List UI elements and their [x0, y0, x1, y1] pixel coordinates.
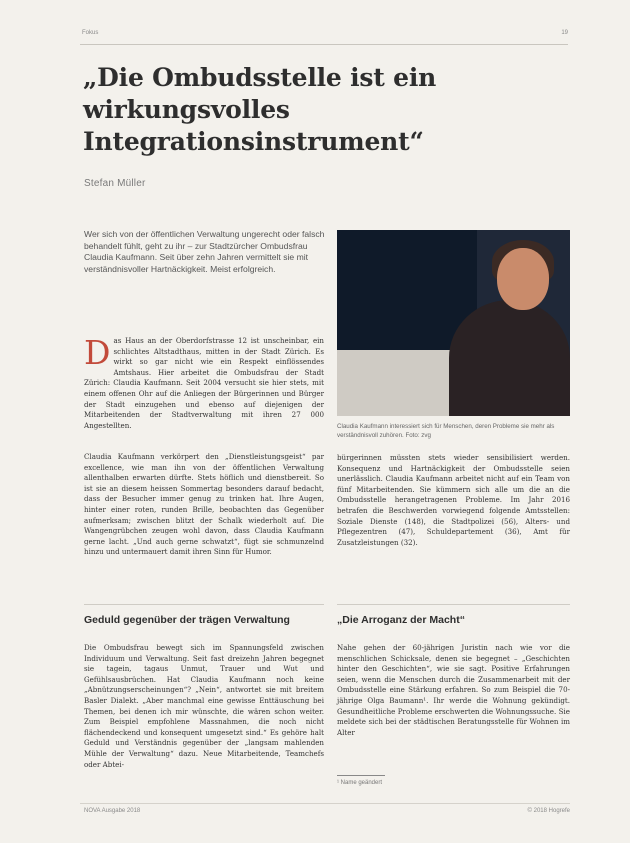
section-divider-left [84, 604, 324, 605]
section-divider-right [337, 604, 570, 605]
article-lead: Wer sich von der öffentlichen Verwaltung ungerecht oder falsch behandelt fühlt, geht zu ihr – zur Stadtzürcher Ombudsfrau Claudia Kaufmann. Seit über zehn Jahren vermittelt sie mit verständnisvoller Hartnäckigkeit. Meist erfolgreich. [84, 229, 325, 274]
intro-text: as Haus an der Oberdorfstrasse 12 ist unscheinbar, ein schlichtes Altstadthaus, mitten in der Stadt Zürich. Es wirkt so gar nicht wie ein Respekt einflössendes Amtshaus. Hier arbeitet die Ombudsfrau der Stadt Zürich: Claudia Kaufmann. Seit 2004 versucht sie hier stets, mit einem offenen Ohr auf die Anliegen der Bürgerinnen und Bürger der Stadt einzugehen und ebenso auf diejenigen der Mitarbeitenden der Stadtverwaltung mit ihren 27 000 Angestellten. [84, 336, 324, 430]
article-title: „Die Ombudsstelle ist ein wirkungsvolles Integrationsinstrument“ [83, 63, 437, 156]
section-heading-right: „Die Arroganz der Macht“ [337, 614, 465, 626]
running-header-left: Fokus [82, 30, 99, 36]
footer-copyright: © 2018 Hogrefe [527, 808, 570, 814]
section-heading-left: Geduld gegenüber der trägen Verwaltung [84, 614, 290, 626]
footnote: ¹ Name geändert [337, 780, 383, 786]
page-number: 19 [561, 30, 568, 36]
photo-person-face [497, 248, 549, 310]
footer-publication: NOVA Ausgabe 2018 [84, 808, 141, 814]
photo-caption: Claudia Kaufmann interessiert sich für Menschen, deren Probleme sie mehr als verständnisvoll zuhören. Foto: zvg [337, 423, 555, 439]
body-paragraph-col3: Die Ombudsfrau bewegt sich im Spannungsfeld zwischen Individuum und Verwaltung. Seit fast dreizehn Jahren begegnet sie tagein, tagaus Unmut, Trauer und Wut und Gefühlsausbrüchen. Hat Claudia Kaufmann noch keine „Abnützungserscheinungen“? „Nein“, antwortet sie mit breitem Basler Dialekt. „Aber manchmal eine gewisse Enttäuschung bei Themen, bei denen ich mir wünschte, die wären schon weiter. Zum Beispiel empfohlene Massnahmen, die noch nicht flächendeckend und konsequent umgesetzt sind.“ Es gehöre halt Geduld und Verständnis gegenüber der „langsam mahlenden Mühle der Verwaltung“ dazu. Neue Mitarbeitende, Teamchefs oder Abtei- [84, 643, 324, 769]
header-divider [80, 44, 568, 45]
article-author: Stefan Müller [84, 178, 146, 189]
body-paragraph-col4: Nahe gehen der 60-jährigen Juristin nach wie vor die menschlichen Schicksale, denen sie begegnet – „Geschichten hinter den Geschichten“, wie sie sagt. Positive Erfahrungen seien, wenn die Menschen durch die Zusammenarbeit mit der Ombudsstelle eine Stärkung erfahren. So zum Beispiel die 70-jährige Olga Baumann¹. Ihr werde die Wohnung gekündigt. Gesundheitliche Probleme erschwerten die Wohnungssuche. Sie meldete sich bei der städtischen Beratungsstelle für Wohnen im Alter [337, 643, 570, 737]
body-paragraph-col2: bürgerinnen müssten stets wieder sensibilisiert werden. Konsequenz und Hartnäckigkeit der Ombudsstelle seien unerlässlich. Claudia Kaufmann arbeitet nicht auf ein Team von fünf Mitarbeitenden. Sie kümmern sich alle um die an die Ombudsstelle herangetragenen Probleme. Im Jahr 2016 betrafen die Beschwerden vorwiegend folgende Amtsstellen: Soziale Dienste (148), die Stadtpolizei (56), Alters- und Pflegezentren (47), Schuldepartement (36), Amt für Zusatzleistungen (32). [337, 453, 570, 547]
body-paragraph-col1: Claudia Kaufmann verkörpert den „Dienstleistungsgeist“ par excellence, wie man ihn von der öffentlichen Verwaltung allenthalben erwarten dürfte. Stets höflich und dienstbereit. So ist sie an diesem heissen Sommertag besonders darauf bedacht, dass der Besucher immer genug zu trinken hat. Ihre Augen, hinter einer roten, runden Brille, beobachten das Gegenüber aufmerksam; zwischen blitzt der Schalk wiederholt auf. Die Wangengrübchen zeugen wohl davon, dass Claudia Kaufmann gerne lacht. „Und auch gerne schwatzt“, fügt sie schmunzelnd hinzu und untermauert damit ihren Sinn für Humor. [84, 452, 324, 557]
footnote-rule [337, 775, 385, 776]
portrait-photo [337, 230, 570, 416]
drop-cap: D [84, 333, 111, 372]
intro-paragraph [84, 333, 324, 431]
footer-divider [80, 803, 570, 804]
photo-person-body [449, 300, 570, 416]
